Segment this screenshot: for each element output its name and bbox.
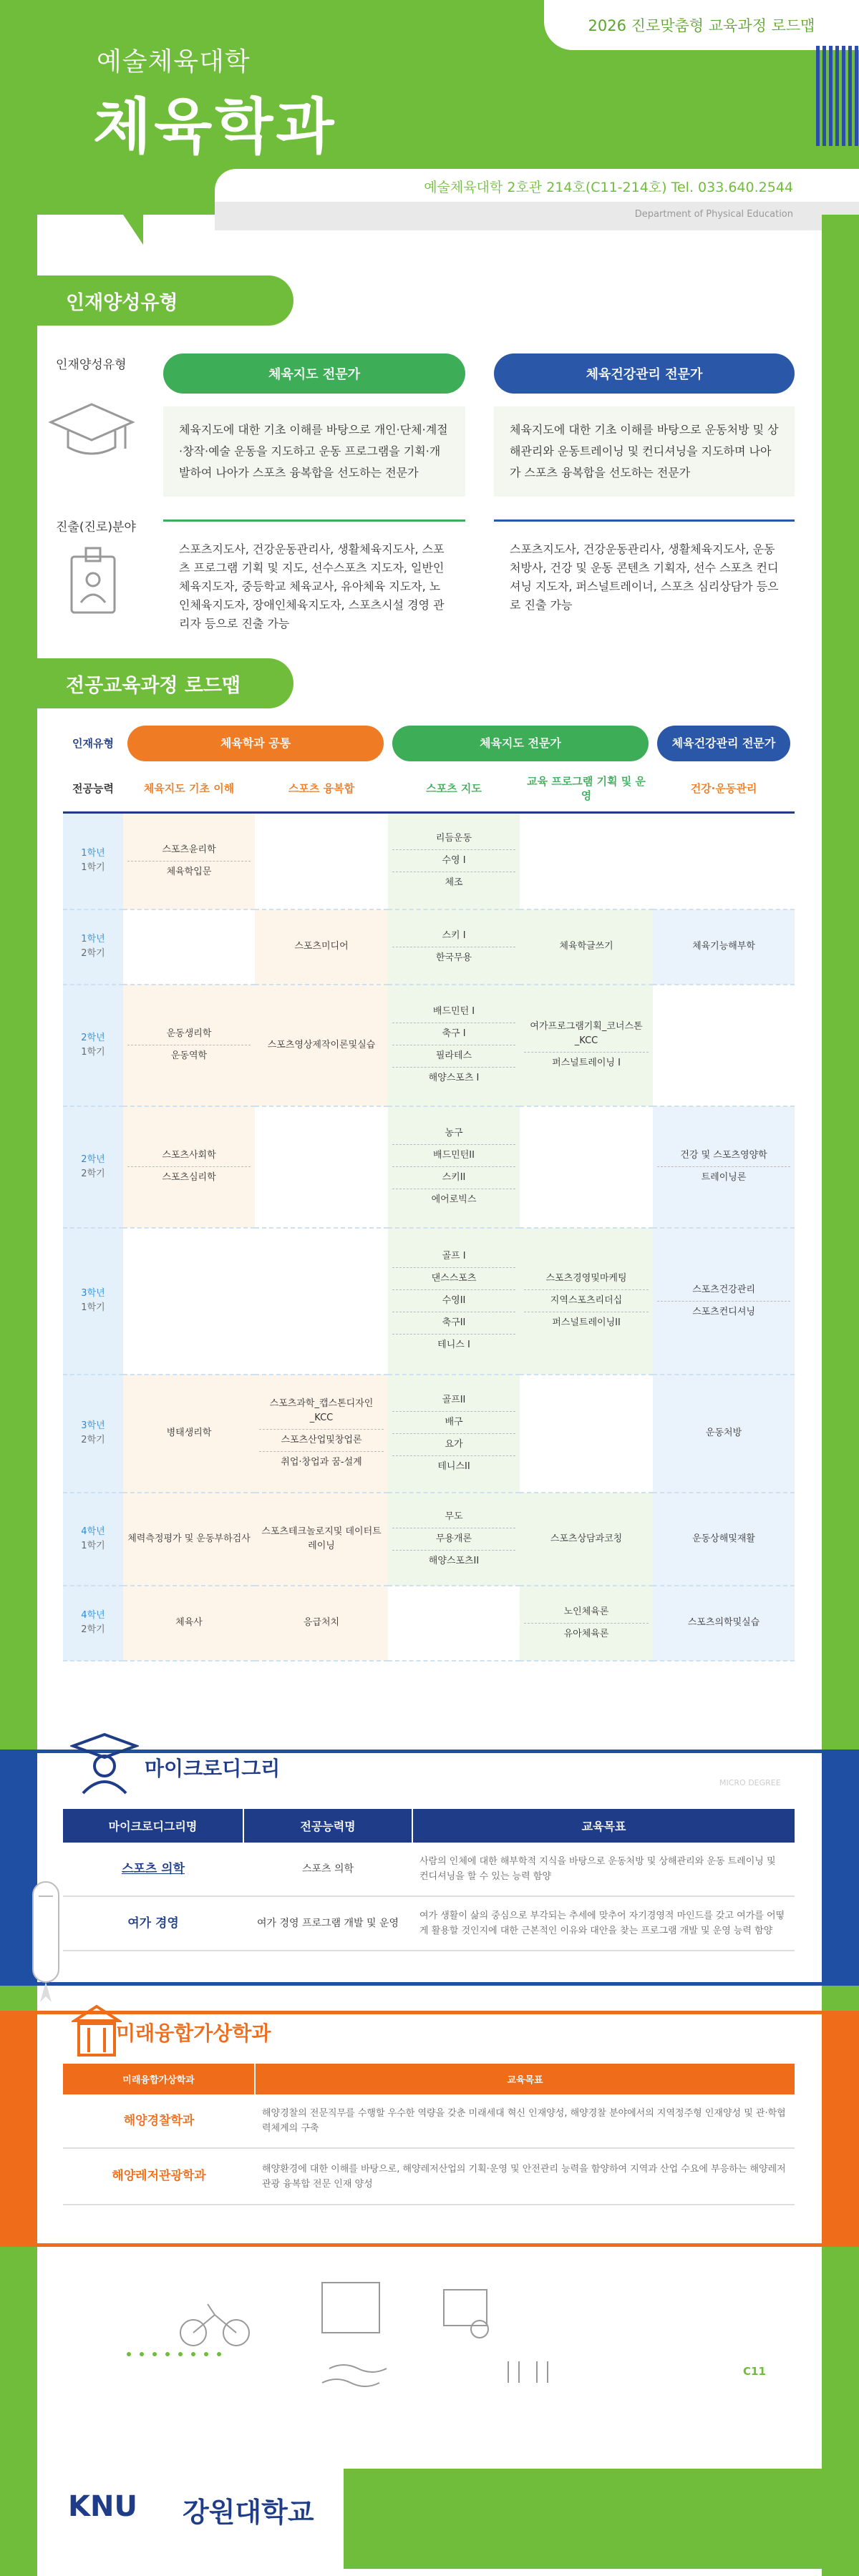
course-name: 노인체육론 bbox=[524, 1601, 649, 1624]
roadmap-row bbox=[63, 985, 795, 1106]
term-label: 2학기 bbox=[81, 948, 105, 959]
semester-label bbox=[63, 985, 123, 1106]
type-desc-health: 체육지도에 대한 기초 이해를 바탕으로 운동처방 및 상해관리와 운동트레이닝 및 컨디셔닝을 지도하며 나아가 스포츠 융복합을 선도하는 전문가 bbox=[494, 406, 795, 497]
course-cell bbox=[653, 985, 795, 1106]
footer-illustration bbox=[107, 2275, 752, 2490]
course-cell bbox=[388, 909, 520, 985]
group-health: 체육건강관리 전문가 bbox=[657, 726, 790, 761]
section-title-talent: 인재양성유형 bbox=[37, 275, 293, 326]
decorative-stripes bbox=[816, 46, 859, 146]
knu-logo: KNU bbox=[68, 2490, 137, 2523]
course-name: 축구II bbox=[392, 1312, 515, 1335]
roadmap-row bbox=[63, 1493, 795, 1586]
semester-label bbox=[63, 909, 123, 985]
semester-label bbox=[63, 1228, 123, 1375]
micro-name: 여가 경영 bbox=[63, 1896, 243, 1951]
roadmap-row bbox=[63, 1106, 795, 1228]
course-cell bbox=[520, 1228, 653, 1375]
course-name: 취업·창업과 꿈-설계 bbox=[281, 1457, 362, 1468]
course-name: 무용개론 bbox=[392, 1528, 515, 1551]
roadmap-badge: 2026 진로맞춤형 교육과정 로드맵 bbox=[544, 0, 859, 50]
course-name: 스포츠컨디셔닝 bbox=[692, 1306, 755, 1317]
course-name: 건강 및 스포츠영양학 bbox=[657, 1145, 790, 1167]
course-cell bbox=[255, 1375, 388, 1493]
course-name: 퍼스널트레이닝 I bbox=[552, 1058, 621, 1068]
future-name: 해양경찰학과 bbox=[63, 2094, 255, 2148]
semester-label bbox=[63, 1375, 123, 1493]
row-header-type: 인재유형 bbox=[72, 737, 114, 750]
course-name: 체육사 bbox=[175, 1617, 203, 1628]
course-cell bbox=[520, 813, 653, 909]
future-header: 교육목표 bbox=[255, 2064, 795, 2094]
micro-title-en: MICRO DEGREE bbox=[719, 1778, 781, 1787]
course-name: 체육학입문 bbox=[166, 866, 212, 877]
micro-goal: 여가 생활이 삶의 중심으로 부각되는 추세에 맞추어 자기경영적 마인드를 갖고 여가를 어떻게 활용할 것인지에 대한 근본적인 이유와 대안을 찾는 프로그램 개발 및 운영 능력 함양 bbox=[412, 1896, 795, 1951]
future-table bbox=[63, 2064, 795, 2205]
course-cell bbox=[653, 1375, 795, 1493]
course-name: 스키II bbox=[392, 1167, 515, 1189]
course-name: 스포츠상담과코칭 bbox=[550, 1533, 623, 1544]
roadmap-row bbox=[63, 813, 795, 909]
column-header: 체육지도 기초 이해 bbox=[123, 766, 255, 813]
group-common: 체육학과 공통 bbox=[127, 726, 384, 761]
department-address: 예술체육대학 2호관 214호(C11-214호) Tel. 033.640.2544 bbox=[424, 180, 793, 195]
course-cell bbox=[255, 1228, 388, 1375]
future-title: 미래융합가상학과 bbox=[116, 2021, 271, 2045]
course-name: 배드민턴II bbox=[392, 1145, 515, 1167]
course-name: 스포츠영상제작이론및실습 bbox=[267, 1039, 376, 1050]
course-name: 테니스II bbox=[437, 1460, 470, 1472]
college-name: 예술체육대학 bbox=[97, 47, 251, 77]
course-name: 스포츠사회학 bbox=[127, 1145, 251, 1167]
speech-tail bbox=[115, 202, 143, 245]
course-name: 체력측정평가 및 운동부하검사 bbox=[127, 1533, 251, 1544]
course-cell bbox=[520, 1375, 653, 1493]
micro-ability: 여가 경영 프로그램 개발 및 운영 bbox=[243, 1896, 412, 1951]
semester-label bbox=[63, 1586, 123, 1661]
label-talent-type: 인재양성유형 bbox=[56, 358, 127, 372]
micro-name: 스포츠 의학 bbox=[63, 1843, 243, 1896]
university-name: 강원대학교 bbox=[183, 2497, 314, 2528]
term-label: 2학기 bbox=[81, 1624, 105, 1635]
course-name: 스키 I bbox=[392, 925, 515, 947]
section-title-roadmap: 전공교육과정 로드맵 bbox=[37, 658, 293, 708]
career-coach: 스포츠지도사, 건강운동관리사, 생활체육지도사, 스포츠 프로그램 기획 및 지도, 선수스포츠 지도자, 일반인 체육지도자, 중등학교 체육교사, 유아체육 지도자, 노인체육지도자, 장애인체육지도자, 스포츠시설 경영 관리자 등으로 진출 가능 bbox=[179, 542, 445, 630]
micro-table bbox=[63, 1809, 795, 1951]
course-name: 체육학글쓰기 bbox=[559, 941, 613, 952]
course-name: 퍼스널트레이닝II bbox=[552, 1317, 621, 1328]
micro-goal: 사람의 인체에 대한 해부학적 지식을 바탕으로 운동처방 및 상해관리와 운동 트레이닝 및 컨디셔닝을 할 수 있는 능력 함양 bbox=[412, 1843, 795, 1896]
course-cell bbox=[653, 1228, 795, 1375]
course-name: 수영II bbox=[392, 1290, 515, 1312]
course-name: 배구 bbox=[392, 1412, 515, 1434]
course-cell bbox=[653, 1586, 795, 1661]
future-name: 해양레저관광학과 bbox=[63, 2148, 255, 2205]
year-label: 3학년 bbox=[81, 1288, 105, 1299]
course-name: 운동상해및재활 bbox=[692, 1533, 755, 1544]
course-name: 골프II bbox=[392, 1390, 515, 1412]
label-career: 진출(진로)분야 bbox=[56, 520, 136, 535]
column-header: 교육 프로그램 기획 및 운영 bbox=[520, 766, 653, 813]
course-cell bbox=[255, 1586, 388, 1661]
type-desc-coach: 체육지도에 대한 기초 이해를 바탕으로 개인·단체·계절·창작·예술 운동을 지도하고 운동 프로그램을 기획·개발하여 나아가 스포츠 융복합을 선도하는 전문가 bbox=[163, 406, 465, 497]
year-label: 4학년 bbox=[81, 1610, 105, 1621]
semester-label bbox=[63, 1493, 123, 1586]
row-header-ability: 전공능력 bbox=[63, 766, 123, 813]
course-cell bbox=[123, 1586, 255, 1661]
course-name: 스포츠심리학 bbox=[162, 1172, 216, 1183]
course-cell bbox=[653, 1106, 795, 1228]
course-name: 스포츠윤리학 bbox=[127, 839, 251, 862]
course-name: 수영 I bbox=[392, 850, 515, 872]
id-badge-icon bbox=[68, 544, 118, 615]
year-label: 3학년 bbox=[81, 1420, 105, 1431]
year-label: 4학년 bbox=[81, 1526, 105, 1537]
course-name: 해양스포츠II bbox=[428, 1555, 480, 1566]
course-name: 무도 bbox=[392, 1506, 515, 1528]
course-name: 테니스 I bbox=[437, 1340, 470, 1350]
course-cell bbox=[653, 909, 795, 985]
micro-header: 마이크로디그리명 bbox=[108, 1820, 198, 1833]
course-name: 골프 I bbox=[392, 1246, 515, 1268]
year-label: 1학년 bbox=[81, 848, 105, 859]
micro-header: 교육목표 bbox=[412, 1809, 795, 1843]
course-cell bbox=[388, 1228, 520, 1375]
course-cell bbox=[388, 1586, 520, 1661]
course-name: 병태생리학 bbox=[166, 1428, 212, 1438]
course-name: 스포츠테크놀로지및 데이터트레이닝 bbox=[261, 1526, 382, 1551]
column-header: 스포츠 융복합 bbox=[255, 766, 388, 813]
semester-label bbox=[63, 813, 123, 909]
course-name: 여가프로그램기획_코너스톤_KCC bbox=[524, 1016, 649, 1053]
course-name: 스포츠산업및창업론 bbox=[259, 1430, 384, 1452]
course-cell bbox=[653, 813, 795, 909]
semester-label bbox=[63, 1106, 123, 1228]
column-header: 건강·운동관리 bbox=[653, 766, 795, 813]
course-cell bbox=[520, 909, 653, 985]
course-cell bbox=[388, 1106, 520, 1228]
course-name: 스포츠미디어 bbox=[294, 941, 349, 952]
column-header: 스포츠 지도 bbox=[388, 766, 520, 813]
course-name: 체조 bbox=[445, 877, 463, 889]
course-name: 스포츠과학_캡스톤디자인_KCC bbox=[259, 1393, 384, 1430]
term-label: 2학기 bbox=[81, 1168, 105, 1179]
course-cell bbox=[520, 1493, 653, 1586]
course-cell bbox=[123, 1375, 255, 1493]
course-cell bbox=[653, 1493, 795, 1586]
course-name: 댄스스포츠 bbox=[392, 1268, 515, 1290]
roadmap-row bbox=[63, 1375, 795, 1493]
course-cell bbox=[123, 1106, 255, 1228]
course-cell bbox=[255, 1106, 388, 1228]
future-goal: 해양환경에 대한 이해를 바탕으로, 해양레저산업의 기획·운영 및 안전관리 능력을 함양하여 지역과 산업 수요에 부응하는 해양레저관광 융복합 전문 인재 양성 bbox=[255, 2148, 795, 2205]
roadmap-row bbox=[63, 1228, 795, 1375]
term-label: 1학기 bbox=[81, 1046, 105, 1058]
course-name: 스포츠의학및실습 bbox=[687, 1617, 760, 1628]
future-goal: 해양경찰의 전문직무를 수행할 우수한 역량을 갖춘 미래세대 혁신 인재양성, 해양경찰 분야에서의 지역정주형 인재양성 및 관·학협력체계의 구축 bbox=[255, 2094, 795, 2148]
micro-title: 마이크로디그리 bbox=[145, 1757, 281, 1780]
course-name: 요가 bbox=[392, 1434, 515, 1456]
course-name: 스포츠경영및마케팅 bbox=[524, 1268, 649, 1290]
course-cell bbox=[123, 1228, 255, 1375]
course-cell bbox=[123, 813, 255, 909]
course-cell bbox=[388, 1375, 520, 1493]
course-cell bbox=[255, 909, 388, 985]
type-pill-health: 체육건강관리 전문가 bbox=[494, 353, 795, 394]
course-name: 스포츠건강관리 bbox=[657, 1279, 790, 1302]
course-name: 축구 I bbox=[392, 1023, 515, 1045]
course-name: 지역스포츠리더십 bbox=[524, 1290, 649, 1312]
course-name: 응급처치 bbox=[303, 1617, 340, 1628]
year-label: 2학년 bbox=[81, 1032, 105, 1043]
course-cell bbox=[388, 1493, 520, 1586]
course-cell bbox=[123, 1493, 255, 1586]
career-health: 스포츠지도사, 건강운동관리사, 생활체육지도사, 운동처방사, 건강 및 운동 콘텐츠 기획자, 선수 스포츠 컨디셔닝 지도자, 퍼스널트레이너, 스포츠 심리상담가 등으로 진출 가능 bbox=[510, 542, 779, 612]
course-name: 유아체육론 bbox=[563, 1628, 609, 1639]
term-label: 1학기 bbox=[81, 862, 105, 874]
future-header: 미래융합가상학과 bbox=[122, 2075, 195, 2086]
micro-ability: 스포츠 의학 bbox=[243, 1843, 412, 1896]
building-icon bbox=[72, 2004, 122, 2061]
course-cell bbox=[123, 909, 255, 985]
course-cell bbox=[255, 1493, 388, 1586]
course-cell bbox=[388, 813, 520, 909]
course-name: 체육기능해부학 bbox=[692, 941, 755, 952]
course-name: 트레이닝론 bbox=[701, 1172, 747, 1183]
course-cell bbox=[520, 985, 653, 1106]
roadmap-table bbox=[63, 721, 795, 1662]
term-label: 2학기 bbox=[81, 1435, 105, 1445]
department-english-name: Department of Physical Education bbox=[634, 209, 793, 220]
course-name: 에어로빅스 bbox=[431, 1194, 477, 1205]
course-name: 한국무용 bbox=[435, 952, 472, 963]
course-name: 필라테스 bbox=[392, 1045, 515, 1068]
course-cell bbox=[255, 985, 388, 1106]
course-name: 운동처방 bbox=[705, 1428, 742, 1438]
graduation-cap-icon bbox=[47, 397, 137, 462]
roadmap-row bbox=[63, 909, 795, 985]
course-cell bbox=[255, 813, 388, 909]
course-name: 농구 bbox=[392, 1123, 515, 1145]
building-code: C11 bbox=[743, 2365, 766, 2378]
course-cell bbox=[388, 985, 520, 1106]
department-title: 체육학과 bbox=[93, 92, 337, 162]
graduate-icon bbox=[70, 1730, 139, 1795]
roadmap-row bbox=[63, 1586, 795, 1661]
course-name: 운동역학 bbox=[170, 1050, 208, 1061]
course-cell bbox=[123, 985, 255, 1106]
type-pill-coach: 체육지도 전문가 bbox=[163, 353, 465, 394]
term-label: 1학기 bbox=[81, 1302, 105, 1313]
micro-header: 전공능력명 bbox=[243, 1809, 412, 1843]
group-coach: 체육지도 전문가 bbox=[392, 726, 649, 761]
term-label: 1학기 bbox=[81, 1540, 105, 1551]
course-name: 운동생리학 bbox=[127, 1023, 251, 1045]
course-name: 리듬운동 bbox=[392, 828, 515, 850]
course-cell bbox=[520, 1586, 653, 1661]
year-label: 2학년 bbox=[81, 1153, 105, 1165]
course-name: 배드민턴 I bbox=[392, 1001, 515, 1023]
course-cell bbox=[520, 1106, 653, 1228]
course-name: 해양스포츠 I bbox=[428, 1073, 480, 1083]
year-label: 1학년 bbox=[81, 934, 105, 945]
